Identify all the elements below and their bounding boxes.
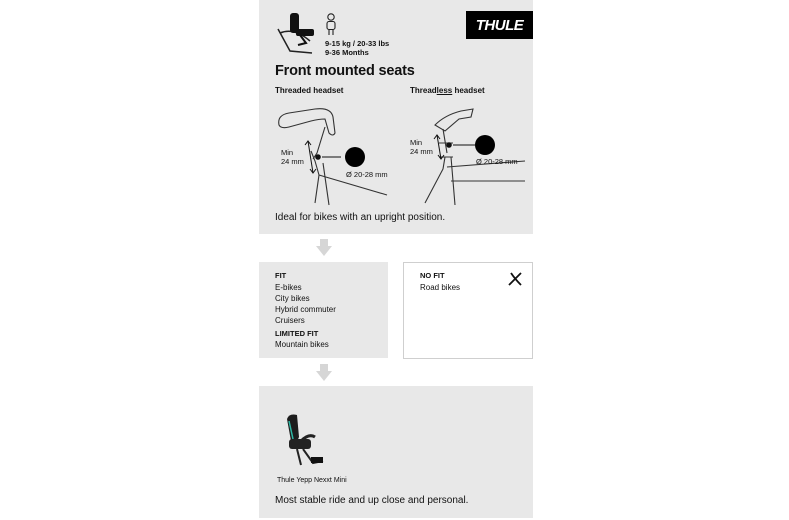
list-item: E-bikes	[275, 283, 302, 292]
list-item: Cruisers	[275, 316, 305, 325]
threadless-min-label: Min	[410, 138, 423, 147]
threadless-headset-label: Threadless headset	[410, 86, 485, 95]
threaded-diameter: Ø 20-28 mm	[346, 170, 388, 179]
threadless-diameter: Ø 20-28 mm	[476, 157, 518, 166]
page-title: Front mounted seats	[275, 63, 415, 79]
fit-heading: FIT	[275, 271, 287, 280]
bike-seat-icon	[276, 11, 322, 55]
limited-fit-heading: LIMITED FIT	[275, 329, 319, 338]
down-arrow-icon	[316, 364, 332, 381]
threaded-headset-label: Threaded headset	[275, 86, 344, 95]
down-arrow-icon	[316, 239, 332, 256]
list-item: City bikes	[275, 294, 310, 303]
threaded-min-label: Min	[281, 148, 294, 157]
list-item: Mountain bikes	[275, 340, 329, 349]
child-icon	[324, 13, 338, 37]
child-seat-product-image	[279, 413, 327, 473]
thule-logo: THULE	[466, 11, 533, 39]
product-caption: Most stable ride and up close and personal.	[275, 495, 469, 506]
top-caption: Ideal for bikes with an upright position.	[275, 212, 446, 223]
age-range: 9-36 Months	[325, 48, 369, 57]
list-item: Road bikes	[420, 283, 461, 292]
close-icon	[508, 272, 522, 286]
list-item: Hybrid commuter	[275, 305, 336, 314]
weight-range: 9-15 kg / 20-33 lbs	[325, 39, 390, 48]
threaded-min-value: 24 mm	[281, 157, 304, 166]
threadless-min-value: 24 mm	[410, 147, 433, 156]
product-name: Thule Yepp Nexxt Mini	[277, 477, 347, 484]
no-fit-heading: NO FIT	[420, 271, 445, 280]
